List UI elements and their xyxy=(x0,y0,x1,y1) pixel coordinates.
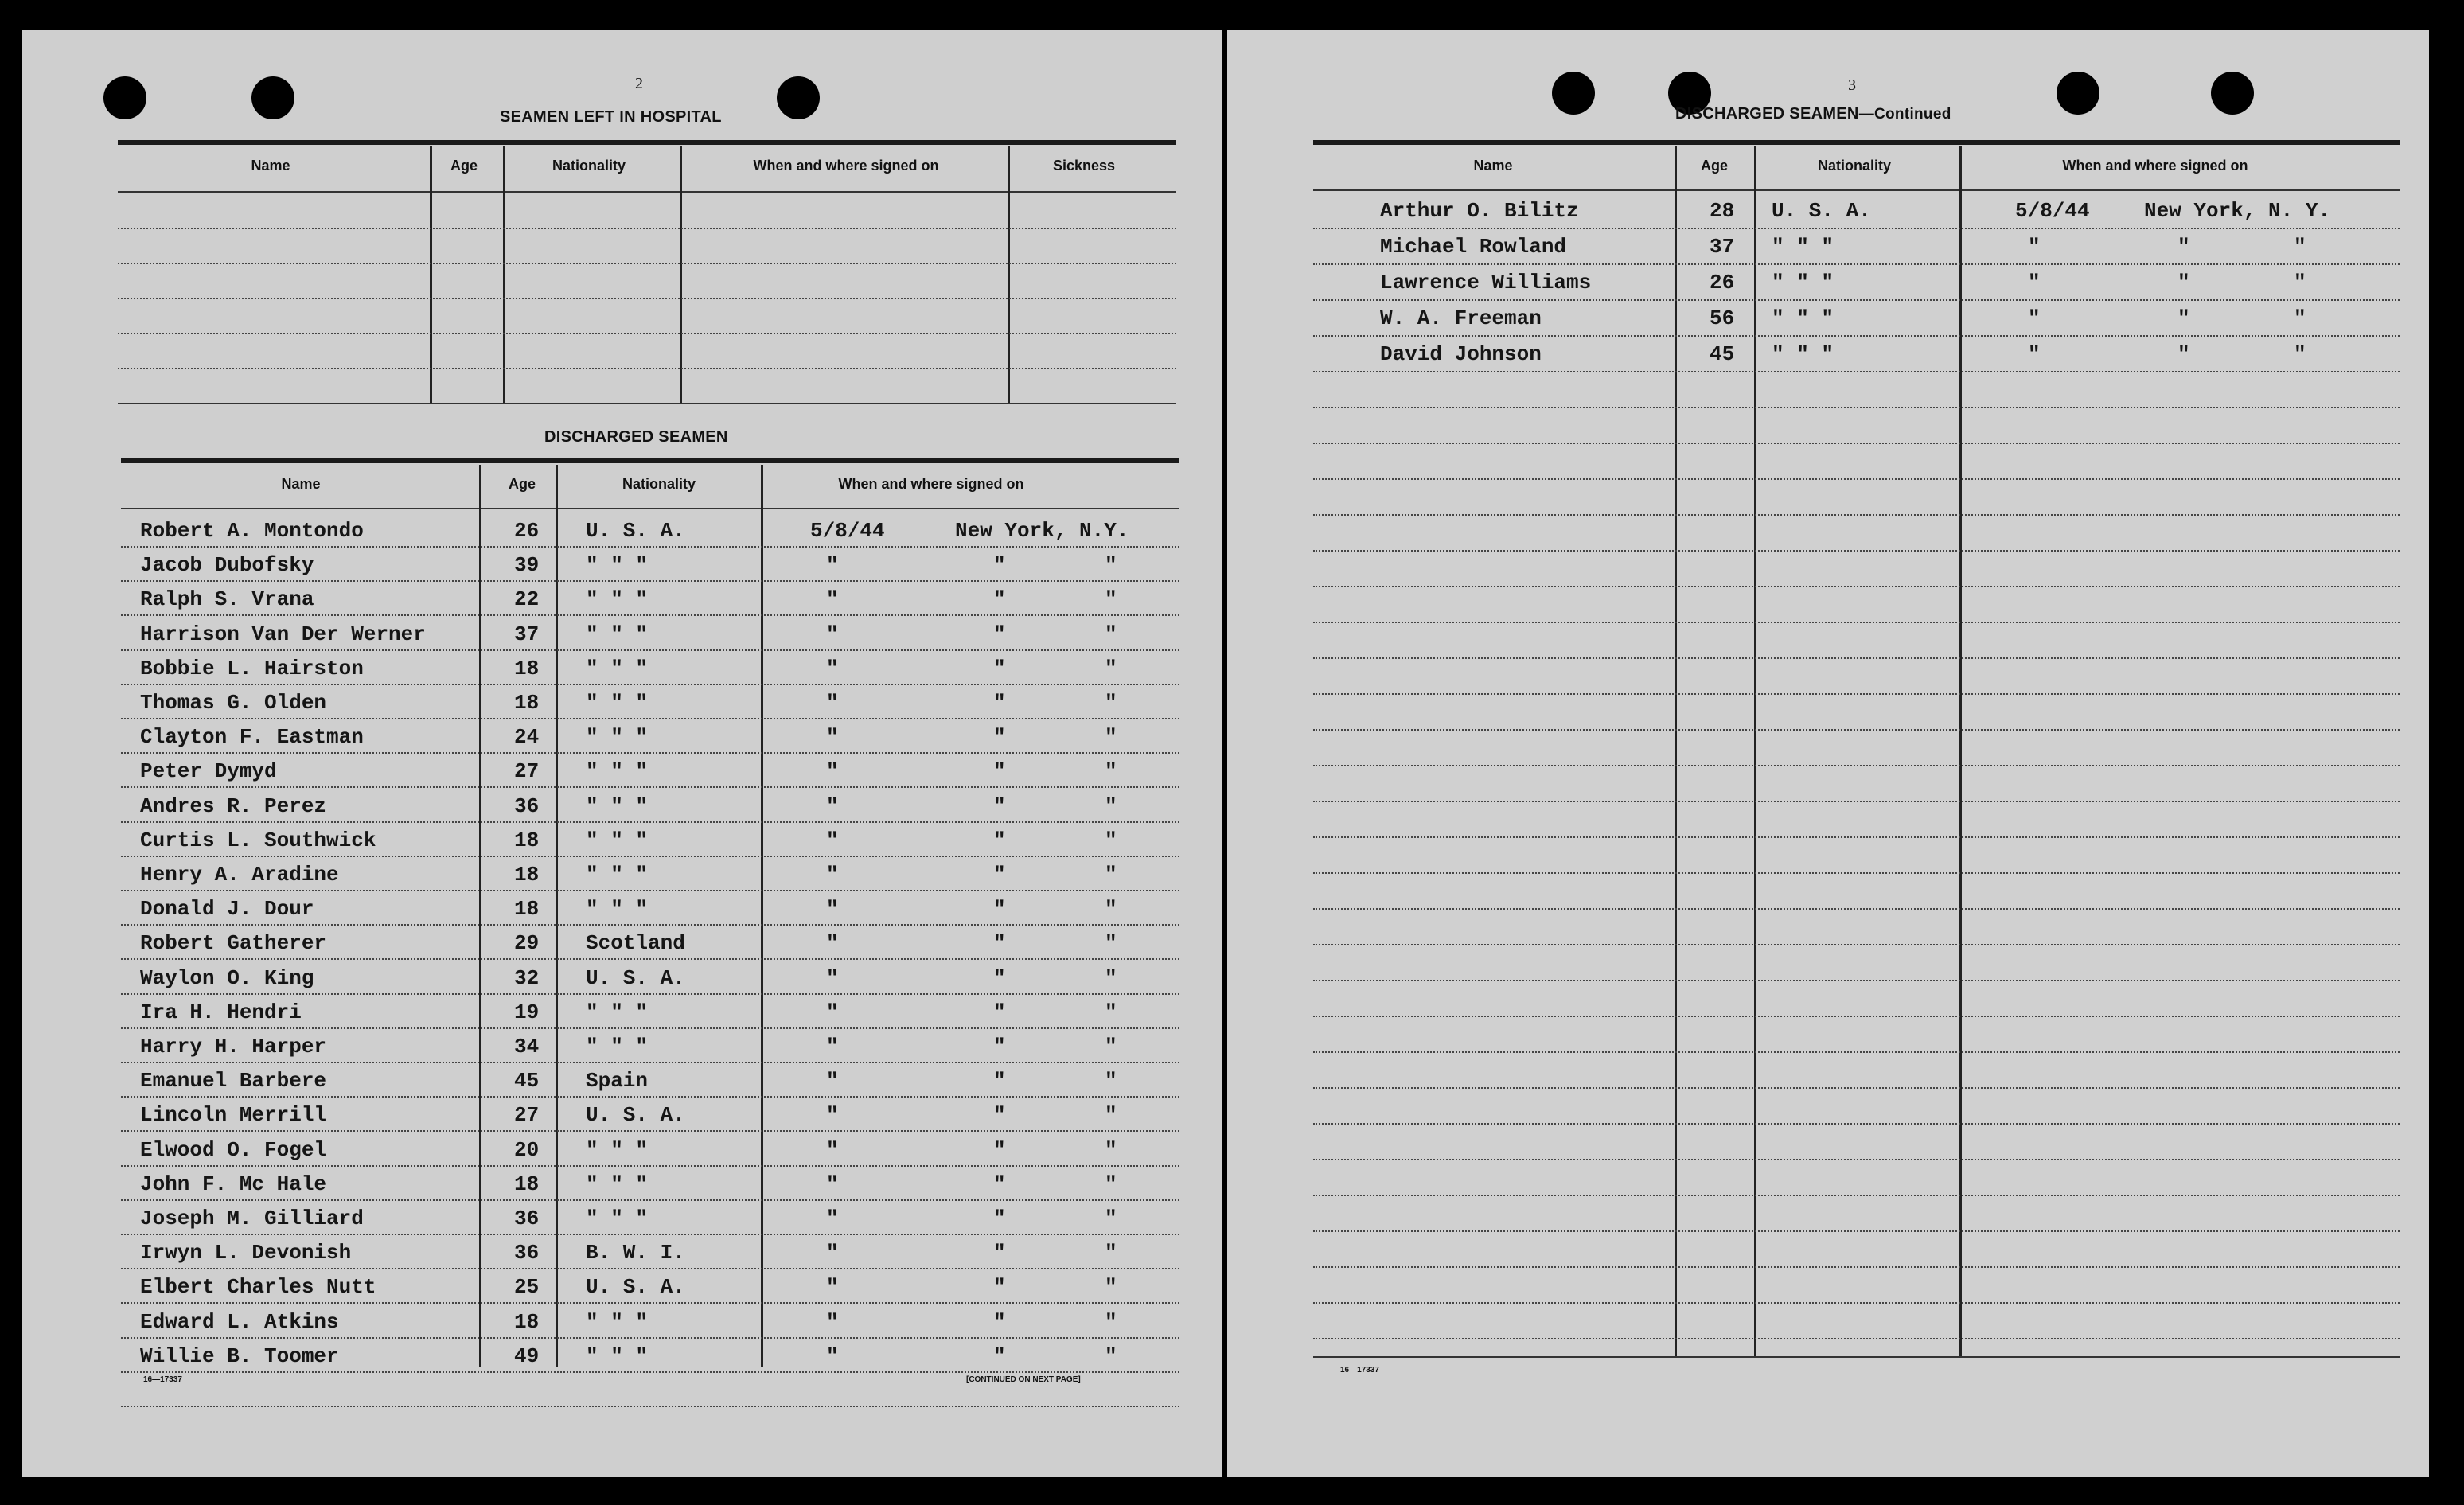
signed-on-ditto: " xyxy=(1105,1137,1117,1162)
header-rule xyxy=(1313,189,2400,191)
row-rule xyxy=(121,821,1179,823)
row-rule xyxy=(1313,586,2400,587)
signed-on-place: " xyxy=(993,793,1006,818)
row-rule xyxy=(1313,1266,2400,1268)
row-rule xyxy=(121,924,1179,926)
row-rule xyxy=(118,228,1176,229)
row-rule xyxy=(121,1406,1179,1407)
seaman-nationality: " " " xyxy=(586,1207,649,1230)
signed-on-ditto: " xyxy=(1105,1035,1117,1059)
column-header: When and where signed on xyxy=(2062,158,2248,174)
row-rule xyxy=(1313,944,2400,945)
seaman-nationality: " " " xyxy=(586,691,649,715)
row-rule xyxy=(121,1096,1179,1098)
signed-on-place: " xyxy=(993,897,1006,922)
signed-on-ditto: " xyxy=(1105,793,1117,818)
row-rule xyxy=(1313,657,2400,659)
seaman-age: 37 xyxy=(1710,235,1735,259)
seaman-nationality: " " " xyxy=(1772,271,1834,294)
seaman-age: 20 xyxy=(514,1137,540,1162)
row-rule xyxy=(1313,1016,2400,1017)
signed-on-ditto: " xyxy=(1105,1241,1117,1265)
row-rule xyxy=(121,1371,1179,1373)
signed-on-date: " xyxy=(826,1000,839,1024)
column-header: Nationality xyxy=(622,476,696,492)
seaman-nationality: " " " xyxy=(1772,306,1834,330)
seaman-name: Robert Gatherer xyxy=(140,931,327,956)
seaman-age: 27 xyxy=(514,759,540,784)
seaman-nationality: Scotland xyxy=(586,931,685,956)
seaman-name: Bobbie L. Hairston xyxy=(140,656,364,680)
column-header: Name xyxy=(251,158,290,174)
punch-hole xyxy=(103,76,146,119)
row-rule xyxy=(1313,729,2400,731)
row-rule xyxy=(121,718,1179,719)
row-rule xyxy=(1313,622,2400,623)
row-rule xyxy=(1313,693,2400,695)
row-rule xyxy=(121,1337,1179,1339)
seaman-age: 36 xyxy=(514,1241,540,1265)
seaman-name: Andres R. Perez xyxy=(140,793,327,818)
seaman-nationality: " " " xyxy=(586,622,649,646)
signed-on-date: " xyxy=(826,863,839,887)
column-divider xyxy=(503,146,505,403)
seaman-age: 39 xyxy=(514,553,540,578)
seaman-nationality: " " " xyxy=(586,1000,649,1024)
signed-on-date: " xyxy=(826,828,839,852)
column-divider xyxy=(1959,146,1962,1358)
row-rule xyxy=(121,1302,1179,1304)
seaman-name: Harry H. Harper xyxy=(140,1035,327,1059)
signed-on-place: " xyxy=(993,1069,1006,1094)
signed-on-place: " xyxy=(993,1207,1006,1230)
row-rule xyxy=(1313,550,2400,552)
signed-on-date: " xyxy=(826,793,839,818)
seaman-name: Peter Dymyd xyxy=(140,759,277,784)
row-rule xyxy=(121,1268,1179,1269)
seaman-name: Clayton F. Eastman xyxy=(140,725,364,750)
column-divider xyxy=(430,146,432,403)
seaman-name: Emanuel Barbere xyxy=(140,1069,327,1094)
seaman-name: Lawrence Williams xyxy=(1380,271,1592,294)
seaman-age: 27 xyxy=(514,1103,540,1128)
seaman-nationality: " " " xyxy=(1772,235,1834,259)
continued-title-text: DISCHARGED SEAMEN xyxy=(1675,105,1859,123)
row-rule xyxy=(121,1062,1179,1063)
row-rule xyxy=(1313,228,2400,229)
row-rule xyxy=(1313,1123,2400,1125)
hospital-title: SEAMEN LEFT IN HOSPITAL xyxy=(500,108,722,126)
form-number: 16—17337 xyxy=(143,1375,182,1384)
row-rule xyxy=(1313,335,2400,337)
signed-on-place: " xyxy=(2177,235,2190,259)
signed-on-place: " xyxy=(2177,271,2190,294)
column-header: Age xyxy=(1700,158,1728,174)
signed-on-ditto: " xyxy=(1105,1000,1117,1024)
header-rule xyxy=(121,508,1179,509)
seaman-nationality: " " " xyxy=(586,1035,649,1059)
signed-on-date: " xyxy=(826,931,839,956)
signed-on-date: " xyxy=(826,1069,839,1094)
seaman-age: 18 xyxy=(514,1172,540,1196)
row-rule xyxy=(121,1199,1179,1201)
row-rule xyxy=(1313,478,2400,480)
column-header: Nationality xyxy=(1817,158,1891,174)
seaman-age: 18 xyxy=(514,656,540,680)
signed-on-place: " xyxy=(993,931,1006,956)
seaman-age: 18 xyxy=(514,863,540,887)
signed-on-place: " xyxy=(2177,306,2190,330)
signed-on-place: " xyxy=(993,1309,1006,1334)
right-page xyxy=(1227,30,2429,1477)
header-rule xyxy=(118,191,1176,193)
row-rule xyxy=(121,1027,1179,1029)
punch-hole xyxy=(2057,72,2099,115)
signed-on-place: " xyxy=(993,587,1006,612)
seaman-nationality: " " " xyxy=(586,587,649,612)
seaman-age: 56 xyxy=(1710,306,1735,330)
row-rule xyxy=(121,580,1179,582)
row-rule xyxy=(121,752,1179,754)
seaman-name: Curtis L. Southwick xyxy=(140,828,376,852)
row-rule xyxy=(1313,1051,2400,1053)
signed-on-place: " xyxy=(993,553,1006,578)
signed-on-ditto: " xyxy=(1105,725,1117,750)
seaman-nationality: " " " xyxy=(586,1343,649,1368)
table-top-rule xyxy=(1313,140,2400,145)
page-number: 2 xyxy=(635,75,643,92)
row-rule xyxy=(121,614,1179,616)
seaman-name: Lincoln Merrill xyxy=(140,1103,327,1128)
seaman-nationality: " " " xyxy=(586,897,649,922)
punch-hole xyxy=(2211,72,2254,115)
signed-on-place: " xyxy=(993,759,1006,784)
signed-on-ditto: " xyxy=(1105,691,1117,715)
column-header: Sickness xyxy=(1052,158,1116,174)
seaman-nationality: " " " xyxy=(586,1172,649,1196)
seaman-age: 29 xyxy=(514,931,540,956)
signed-on-date: " xyxy=(2028,271,2041,294)
signed-on-ditto: " xyxy=(1105,759,1117,784)
column-divider xyxy=(556,465,558,1367)
row-rule xyxy=(121,684,1179,685)
seaman-age: 22 xyxy=(514,587,540,612)
seaman-age: 18 xyxy=(514,828,540,852)
continued-note: [CONTINUED ON NEXT PAGE] xyxy=(966,1375,1081,1384)
signed-on-date: " xyxy=(2028,306,2041,330)
column-header: When and where signed on xyxy=(753,158,939,174)
signed-on-date: " xyxy=(826,759,839,784)
row-rule xyxy=(1313,514,2400,516)
row-rule xyxy=(1313,836,2400,838)
row-rule xyxy=(121,1234,1179,1235)
seaman-nationality: U. S. A. xyxy=(586,965,685,990)
seaman-age: 45 xyxy=(1710,342,1735,366)
seaman-nationality: " " " xyxy=(586,828,649,852)
row-rule xyxy=(1313,801,2400,802)
row-rule xyxy=(121,786,1179,788)
signed-on-date: " xyxy=(826,725,839,750)
column-header: Age xyxy=(450,158,478,174)
column-divider xyxy=(1008,146,1010,403)
signed-on-place: New York, N.Y. xyxy=(955,519,1129,543)
column-divider xyxy=(680,146,682,403)
signed-on-date: " xyxy=(826,1103,839,1128)
signed-on-date: " xyxy=(826,1275,839,1300)
seaman-age: 26 xyxy=(1710,271,1735,294)
signed-on-place: " xyxy=(993,691,1006,715)
signed-on-date: " xyxy=(2028,235,2041,259)
seaman-age: 34 xyxy=(514,1035,540,1059)
signed-on-date: " xyxy=(826,965,839,990)
table-top-rule xyxy=(121,458,1179,463)
row-rule xyxy=(118,333,1176,334)
signed-on-date: " xyxy=(826,1172,839,1196)
seaman-name: Arthur O. Bilitz xyxy=(1380,199,1579,223)
signed-on-place: " xyxy=(993,1000,1006,1024)
left-page xyxy=(22,30,1222,1477)
signed-on-ditto: " xyxy=(1105,1343,1117,1368)
signed-on-date: " xyxy=(826,1309,839,1334)
signed-on-place: " xyxy=(993,656,1006,680)
signed-on-ditto: " xyxy=(1105,965,1117,990)
seaman-nationality: " " " xyxy=(586,656,649,680)
seaman-age: 37 xyxy=(514,622,540,646)
row-rule xyxy=(1313,1159,2400,1160)
seaman-name: Michael Rowland xyxy=(1380,235,1567,259)
signed-on-place: " xyxy=(993,1172,1006,1196)
signed-on-ditto: " xyxy=(2294,235,2306,259)
signed-on-place: " xyxy=(993,863,1006,887)
punch-hole xyxy=(1552,72,1595,115)
seaman-age: 28 xyxy=(1710,199,1735,223)
signed-on-date: " xyxy=(2028,342,2041,366)
row-rule xyxy=(1313,1195,2400,1196)
signed-on-date: " xyxy=(826,622,839,646)
signed-on-date: " xyxy=(826,1207,839,1230)
seaman-age: 18 xyxy=(514,691,540,715)
seaman-nationality: " " " xyxy=(586,1137,649,1162)
signed-on-ditto: " xyxy=(1105,863,1117,887)
row-rule xyxy=(1313,263,2400,265)
seaman-age: 25 xyxy=(514,1275,540,1300)
signed-on-ditto: " xyxy=(1105,1069,1117,1094)
seaman-age: 32 xyxy=(514,965,540,990)
signed-on-place: " xyxy=(993,1343,1006,1368)
seaman-nationality: " " " xyxy=(586,725,649,750)
row-rule xyxy=(1313,1302,2400,1304)
bottom-rule xyxy=(1313,1356,2400,1358)
seaman-name: Harrison Van Der Werner xyxy=(140,622,426,646)
seaman-nationality: " " " xyxy=(586,759,649,784)
signed-on-ditto: " xyxy=(1105,931,1117,956)
seaman-nationality: " " " xyxy=(586,863,649,887)
seaman-name: Irwyn L. Devonish xyxy=(140,1241,352,1265)
row-rule xyxy=(121,1130,1179,1132)
signed-on-date: 5/8/44 xyxy=(810,519,885,543)
signed-on-date: " xyxy=(826,1035,839,1059)
seaman-name: Donald J. Dour xyxy=(140,897,314,922)
signed-on-ditto: " xyxy=(1105,1103,1117,1128)
column-header: Name xyxy=(1473,158,1513,174)
signed-on-date: " xyxy=(826,1343,839,1368)
signed-on-ditto: " xyxy=(1105,553,1117,578)
signed-on-ditto: " xyxy=(1105,587,1117,612)
column-divider xyxy=(479,465,481,1367)
form-number: 16—17337 xyxy=(1340,1366,1379,1374)
signed-on-ditto: " xyxy=(2294,271,2306,294)
seaman-age: 19 xyxy=(514,1000,540,1024)
signed-on-date: " xyxy=(826,691,839,715)
seaman-nationality: U. S. A. xyxy=(1772,199,1871,223)
row-rule xyxy=(1313,1087,2400,1089)
column-header: Name xyxy=(281,476,321,492)
signed-on-date: " xyxy=(826,1241,839,1265)
row-rule xyxy=(1313,1338,2400,1339)
signed-on-place: " xyxy=(2177,342,2190,366)
row-rule xyxy=(1313,299,2400,301)
column-divider xyxy=(761,465,763,1367)
row-rule xyxy=(1313,980,2400,981)
row-rule xyxy=(118,298,1176,299)
signed-on-date: " xyxy=(826,1137,839,1162)
signed-on-place: " xyxy=(993,622,1006,646)
seaman-name: Joseph M. Gilliard xyxy=(140,1207,364,1230)
signed-on-ditto: " xyxy=(1105,656,1117,680)
signed-on-ditto: " xyxy=(1105,622,1117,646)
bottom-rule xyxy=(118,403,1176,404)
signed-on-place: " xyxy=(993,1241,1006,1265)
signed-on-ditto: " xyxy=(1105,828,1117,852)
signed-on-place: " xyxy=(993,1103,1006,1128)
row-rule xyxy=(1313,407,2400,408)
page-number: 3 xyxy=(1848,76,1856,94)
seaman-age: 45 xyxy=(514,1069,540,1094)
signed-on-date: " xyxy=(826,553,839,578)
seaman-name: John F. Mc Hale xyxy=(140,1172,327,1196)
continued-title xyxy=(1675,105,1951,123)
seaman-name: Edward L. Atkins xyxy=(140,1309,339,1334)
seaman-nationality: U. S. A. xyxy=(586,519,685,543)
row-rule xyxy=(121,890,1179,891)
signed-on-place: " xyxy=(993,1137,1006,1162)
column-header: Nationality xyxy=(552,158,626,174)
signed-on-place: " xyxy=(993,725,1006,750)
seaman-name: David Johnson xyxy=(1380,342,1542,366)
seaman-name: Thomas G. Olden xyxy=(140,691,327,715)
seaman-age: 49 xyxy=(514,1343,540,1368)
signed-on-ditto: " xyxy=(1105,1172,1117,1196)
signed-on-ditto: " xyxy=(1105,1309,1117,1334)
row-rule xyxy=(121,856,1179,857)
signed-on-date: " xyxy=(826,656,839,680)
signed-on-ditto: " xyxy=(1105,1275,1117,1300)
seaman-name: W. A. Freeman xyxy=(1380,306,1542,330)
row-rule xyxy=(121,1165,1179,1167)
seaman-name: Elwood O. Fogel xyxy=(140,1137,327,1162)
column-header: Age xyxy=(508,476,536,492)
seaman-name: Henry A. Aradine xyxy=(140,863,339,887)
row-rule xyxy=(121,546,1179,548)
row-rule xyxy=(1313,765,2400,766)
seaman-name: Ralph S. Vrana xyxy=(140,587,314,612)
signed-on-ditto: " xyxy=(1105,1207,1117,1230)
seaman-name: Robert A. Montondo xyxy=(140,519,364,543)
signed-on-date: " xyxy=(826,897,839,922)
seaman-age: 36 xyxy=(514,793,540,818)
column-divider xyxy=(1675,146,1677,1358)
signed-on-date: 5/8/44 xyxy=(2015,199,2090,223)
seaman-name: Willie B. Toomer xyxy=(140,1343,339,1368)
seaman-nationality: U. S. A. xyxy=(586,1275,685,1300)
continued-title-suffix: —Continued xyxy=(1858,106,1951,123)
row-rule xyxy=(1313,443,2400,444)
table-top-rule xyxy=(118,140,1176,145)
punch-hole xyxy=(777,76,820,119)
seaman-name: Ira H. Hendri xyxy=(140,1000,302,1024)
seaman-nationality: " " " xyxy=(1772,342,1834,366)
seaman-nationality: " " " xyxy=(586,793,649,818)
row-rule xyxy=(118,263,1176,264)
signed-on-place: " xyxy=(993,965,1006,990)
row-rule xyxy=(121,993,1179,995)
row-rule xyxy=(1313,1230,2400,1232)
row-rule xyxy=(121,649,1179,651)
seaman-name: Elbert Charles Nutt xyxy=(140,1275,376,1300)
signed-on-place: New York, N. Y. xyxy=(2144,199,2331,223)
signed-on-place: " xyxy=(993,828,1006,852)
row-rule xyxy=(121,958,1179,960)
seaman-age: 18 xyxy=(514,897,540,922)
seaman-age: 24 xyxy=(514,725,540,750)
signed-on-ditto: " xyxy=(2294,342,2306,366)
seaman-nationality: B. W. I. xyxy=(586,1241,685,1265)
punch-hole xyxy=(251,76,294,119)
signed-on-place: " xyxy=(993,1275,1006,1300)
row-rule xyxy=(1313,908,2400,910)
signed-on-date: " xyxy=(826,587,839,612)
seaman-age: 26 xyxy=(514,519,540,543)
signed-on-place: " xyxy=(993,1035,1006,1059)
row-rule xyxy=(118,368,1176,369)
signed-on-ditto: " xyxy=(1105,897,1117,922)
seaman-nationality: U. S. A. xyxy=(586,1103,685,1128)
seaman-nationality: Spain xyxy=(586,1069,649,1094)
seaman-age: 36 xyxy=(514,1207,540,1230)
seaman-age: 18 xyxy=(514,1309,540,1334)
seaman-name: Jacob Dubofsky xyxy=(140,553,314,578)
row-rule xyxy=(1313,371,2400,372)
seaman-name: Waylon O. King xyxy=(140,965,314,990)
column-divider xyxy=(1754,146,1756,1358)
discharged-title: DISCHARGED SEAMEN xyxy=(544,428,728,446)
row-rule xyxy=(1313,872,2400,874)
seaman-nationality: " " " xyxy=(586,1309,649,1334)
column-header: When and where signed on xyxy=(838,476,1024,492)
signed-on-ditto: " xyxy=(2294,306,2306,330)
seaman-nationality: " " " xyxy=(586,553,649,578)
